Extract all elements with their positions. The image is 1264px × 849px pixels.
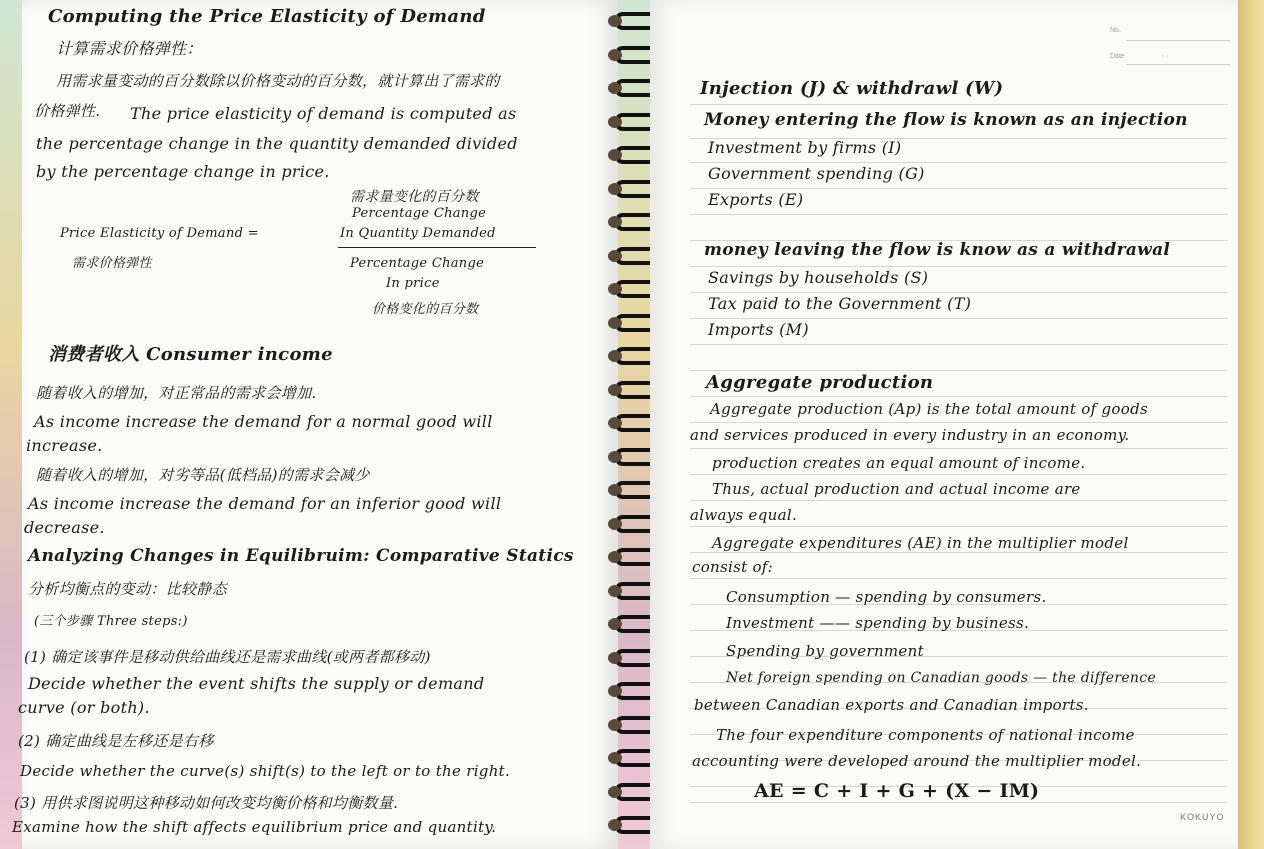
four-components-b: accounting were developed around the multiplier model. — [692, 752, 1142, 770]
page-title: Computing the Price Elasticity of Demand — [48, 6, 486, 27]
formula-label-chinese: 需求价格弹性 — [72, 256, 152, 271]
step-1-english: Decide whether the event shifts the supply or demand — [28, 674, 485, 693]
step-1-english-b: curve (or both). — [18, 698, 150, 717]
title-chinese: 计算需求价格弹性： — [56, 39, 203, 58]
equilibrium-heading-chinese: 分析均衡点的变动：比较静态 — [28, 580, 227, 598]
denominator-chinese: 价格变化的百分数 — [372, 302, 479, 317]
aggregate-para-4a: Aggregate expenditures (AE) in the multiplier model — [712, 534, 1129, 552]
step-2-chinese: (2) 确定曲线是左移还是右移 — [18, 732, 214, 750]
component-3: Spending by government — [726, 642, 924, 660]
withdrawal-subheading: money leaving the flow is know as a withdrawal — [704, 240, 1171, 260]
fraction-bar — [338, 247, 536, 248]
component-2: Investment —— spending by business. — [726, 614, 1030, 632]
consumer-en-1: As income increase the demand for a normal good will — [34, 412, 493, 431]
withdrawal-item-2: Tax paid to the Government (T) — [708, 294, 972, 313]
brand-label: KOKUYO — [1180, 812, 1225, 822]
consumer-en-2b: decrease. — [24, 518, 105, 537]
component-4: Net foreign spending on Canadian goods — the difference — [726, 670, 1156, 686]
date-field-label: Date — [1110, 53, 1125, 60]
consumer-income-heading: 消费者收入 Consumer income — [48, 344, 333, 365]
notebook-cover-edge — [1238, 0, 1264, 849]
aggregate-para-1b: and services produced in every industry in an economy. — [690, 426, 1130, 444]
intro-chinese: 用需求量变动的百分数除以价格变动的百分数，就计算出了需求的 — [56, 72, 500, 90]
formula-label: Price Elasticity of Demand = — [60, 226, 259, 241]
consumer-cn-1: 随着收入的增加，对正常品的需求会增加. — [36, 384, 317, 402]
intro-english-2: the percentage change in the quantity demanded divided — [36, 134, 518, 153]
equilibrium-heading: Analyzing Changes in Equilibruim: Comparative Statics — [28, 546, 574, 566]
left-notebook-page — [12, 0, 618, 849]
aggregate-production-heading: Aggregate production — [706, 372, 934, 393]
right-notebook-page — [650, 0, 1238, 849]
numerator-line-2: In Quantity Demanded — [340, 226, 496, 241]
steps-label: (三个步骤 Three steps:) — [34, 614, 188, 629]
date-separators: · · — [1162, 53, 1169, 60]
withdrawal-item-3: Imports (M) — [708, 320, 809, 339]
ae-equation: AE = C + I + G + (X − IM) — [754, 780, 1040, 802]
step-3-english: Examine how the shift affects equilibrium price and quantity. — [12, 818, 497, 836]
withdrawal-item-1: Savings by households (S) — [708, 268, 929, 287]
aggregate-para-2: production creates an equal amount of income. — [712, 454, 1086, 472]
numerator-line-1: Percentage Change — [352, 206, 487, 221]
step-3-chinese: (3) 用供求图说明这种移动如何改变均衡价格和均衡数量. — [14, 794, 399, 812]
step-2-english: Decide whether the curve(s) shift(s) to the left or to the right. — [20, 762, 511, 780]
aggregate-para-1a: Aggregate production (Ap) is the total amount of goods — [710, 400, 1148, 418]
injection-subheading: Money entering the flow is known as an injection — [704, 110, 1188, 130]
aggregate-para-3b: always equal. — [690, 506, 798, 524]
injection-item-2: Government spending (G) — [708, 164, 925, 183]
component-4-cont: between Canadian exports and Canadian imports. — [694, 696, 1089, 714]
consumer-en-1b: increase. — [26, 436, 103, 455]
number-field-label: No. — [1110, 27, 1121, 34]
numerator-chinese: 需求量变化的百分数 — [350, 189, 479, 205]
step-1-chinese: (1) 确定该事件是移动供给曲线还是需求曲线(或两者都移动) — [24, 648, 431, 666]
injection-withdrawal-heading: Injection (J) & withdrawl (W) — [700, 78, 1004, 99]
injection-item-1: Investment by firms (I) — [708, 138, 902, 157]
injection-item-3: Exports (E) — [708, 190, 804, 209]
denominator-line-1: Percentage Change — [350, 256, 485, 271]
component-1: Consumption — spending by consumers. — [726, 588, 1047, 606]
intro-english-1: The price elasticity of demand is computed as — [130, 104, 517, 123]
intro-chinese-2: 价格弹性. — [34, 102, 101, 120]
aggregate-para-4b: consist of: — [692, 558, 774, 576]
consumer-cn-2: 随着收入的增加，对劣等品(低档品)的需求会减少 — [36, 466, 370, 484]
aggregate-para-3a: Thus, actual production and actual income are — [712, 480, 1081, 498]
denominator-line-2: In price — [386, 276, 440, 291]
consumer-en-2: As income increase the demand for an inferior good will — [28, 494, 502, 513]
intro-english-3: by the percentage change in price. — [36, 162, 330, 181]
four-components-a: The four expenditure components of national income — [716, 726, 1135, 744]
